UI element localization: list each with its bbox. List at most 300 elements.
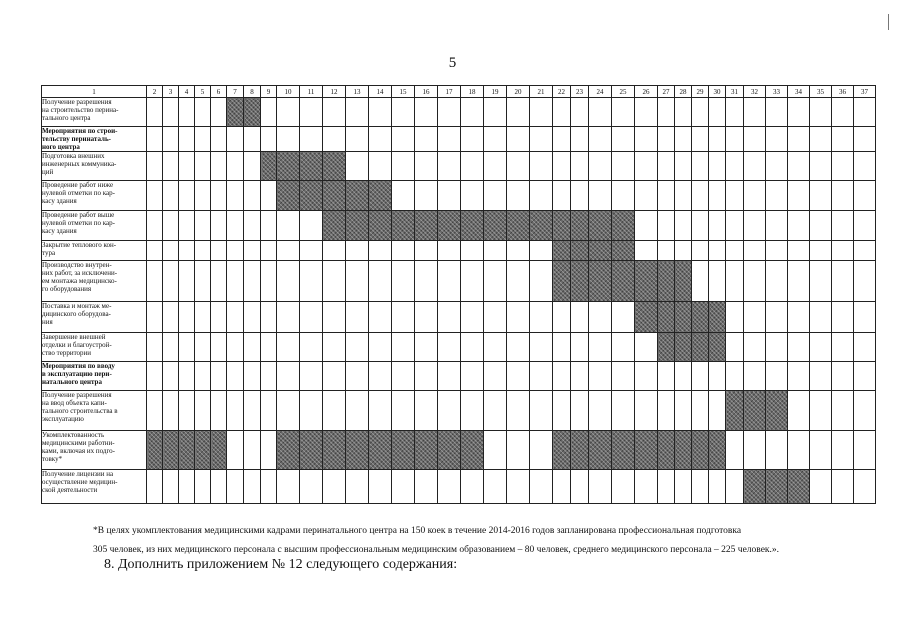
schedule-filled-cell bbox=[612, 241, 635, 261]
schedule-cell bbox=[227, 152, 244, 181]
schedule-cell bbox=[300, 391, 323, 431]
schedule-cell bbox=[261, 470, 277, 504]
schedule-cell bbox=[788, 362, 810, 391]
schedule-cell bbox=[211, 152, 227, 181]
schedule-cell bbox=[323, 333, 346, 362]
task-label: Поставка и монтаж ме- дицинского оборудова- ния bbox=[42, 302, 147, 333]
schedule-cell bbox=[810, 302, 832, 333]
schedule-cell bbox=[507, 127, 530, 152]
schedule-cell bbox=[163, 181, 179, 211]
schedule-cell bbox=[179, 98, 195, 127]
schedule-cell bbox=[147, 241, 163, 261]
schedule-filled-cell bbox=[675, 431, 692, 470]
schedule-cell bbox=[346, 391, 369, 431]
schedule-cell bbox=[571, 470, 589, 504]
schedule-cell bbox=[692, 470, 709, 504]
schedule-cell bbox=[635, 98, 658, 127]
schedule-filled-cell bbox=[323, 431, 346, 470]
schedule-cell bbox=[484, 470, 507, 504]
schedule-filled-cell bbox=[612, 261, 635, 302]
schedule-cell bbox=[211, 211, 227, 241]
schedule-cell bbox=[766, 302, 788, 333]
schedule-cell bbox=[571, 391, 589, 431]
task-label: Получение разрешения на строительство перина- тального центра bbox=[42, 98, 147, 127]
schedule-cell bbox=[766, 333, 788, 362]
schedule-cell bbox=[530, 181, 553, 211]
schedule-cell bbox=[744, 152, 766, 181]
schedule-cell bbox=[346, 470, 369, 504]
schedule-cell bbox=[675, 211, 692, 241]
schedule-filled-cell bbox=[744, 470, 766, 504]
schedule-cell bbox=[277, 302, 300, 333]
schedule-filled-cell bbox=[484, 211, 507, 241]
schedule-cell bbox=[788, 261, 810, 302]
schedule-cell bbox=[244, 470, 261, 504]
schedule-cell bbox=[211, 302, 227, 333]
task-label: Получение лицензии на осуществление медицин- ской деятельности bbox=[42, 470, 147, 504]
schedule-cell bbox=[415, 333, 438, 362]
schedule-cell bbox=[766, 211, 788, 241]
schedule-cell bbox=[726, 211, 744, 241]
schedule-cell bbox=[277, 362, 300, 391]
schedule-cell bbox=[179, 241, 195, 261]
schedule-cell bbox=[810, 333, 832, 362]
schedule-cell bbox=[369, 127, 392, 152]
schedule-cell bbox=[692, 181, 709, 211]
schedule-filled-cell bbox=[571, 431, 589, 470]
schedule-cell bbox=[709, 127, 726, 152]
schedule-cell bbox=[195, 302, 211, 333]
schedule-cell bbox=[507, 470, 530, 504]
schedule-cell bbox=[461, 127, 484, 152]
schedule-cell bbox=[195, 470, 211, 504]
schedule-cell bbox=[788, 333, 810, 362]
schedule-cell bbox=[461, 391, 484, 431]
schedule-cell bbox=[147, 98, 163, 127]
schedule-cell bbox=[553, 470, 571, 504]
schedule-filled-cell bbox=[553, 241, 571, 261]
schedule-cell bbox=[392, 241, 415, 261]
schedule-cell bbox=[810, 470, 832, 504]
schedule-cell bbox=[810, 152, 832, 181]
schedule-cell bbox=[530, 302, 553, 333]
schedule-cell bbox=[658, 241, 675, 261]
schedule-cell bbox=[658, 362, 675, 391]
schedule-cell bbox=[300, 98, 323, 127]
schedule-cell bbox=[415, 98, 438, 127]
header-column-10: 10 bbox=[277, 86, 300, 98]
schedule-cell bbox=[179, 302, 195, 333]
schedule-filled-cell bbox=[415, 431, 438, 470]
schedule-cell bbox=[612, 127, 635, 152]
schedule-cell bbox=[163, 127, 179, 152]
section-title: Мероприятия по вводу в эксплуатацию пери- натального центра bbox=[42, 362, 147, 391]
schedule-cell bbox=[507, 302, 530, 333]
schedule-cell bbox=[709, 211, 726, 241]
schedule-cell bbox=[227, 362, 244, 391]
schedule-cell bbox=[484, 127, 507, 152]
schedule-cell bbox=[854, 362, 876, 391]
schedule-cell bbox=[788, 152, 810, 181]
schedule-filled-cell bbox=[369, 181, 392, 211]
schedule-cell bbox=[589, 152, 612, 181]
schedule-cell bbox=[300, 127, 323, 152]
schedule-cell bbox=[635, 127, 658, 152]
schedule-cell bbox=[163, 241, 179, 261]
header-column-16: 16 bbox=[415, 86, 438, 98]
schedule-cell bbox=[323, 241, 346, 261]
schedule-filled-cell bbox=[323, 181, 346, 211]
header-column-22: 22 bbox=[553, 86, 571, 98]
schedule-filled-cell bbox=[692, 333, 709, 362]
schedule-cell bbox=[692, 98, 709, 127]
schedule-cell bbox=[211, 391, 227, 431]
schedule-cell bbox=[571, 127, 589, 152]
table-row bbox=[42, 391, 876, 431]
schedule-cell bbox=[612, 362, 635, 391]
schedule-cell bbox=[692, 362, 709, 391]
schedule-cell bbox=[530, 152, 553, 181]
schedule-cell bbox=[163, 302, 179, 333]
schedule-cell bbox=[612, 333, 635, 362]
schedule-filled-cell bbox=[612, 211, 635, 241]
schedule-cell bbox=[415, 127, 438, 152]
schedule-cell bbox=[507, 431, 530, 470]
schedule-cell bbox=[163, 333, 179, 362]
schedule-cell bbox=[832, 152, 854, 181]
task-label: Укомплектованность медицинскими работни- ками, включая их подго- товку* bbox=[42, 431, 147, 470]
schedule-cell bbox=[571, 302, 589, 333]
schedule-cell bbox=[553, 333, 571, 362]
schedule-cell bbox=[766, 127, 788, 152]
schedule-cell bbox=[392, 261, 415, 302]
schedule-cell bbox=[369, 333, 392, 362]
schedule-cell bbox=[571, 152, 589, 181]
schedule-cell bbox=[709, 261, 726, 302]
schedule-cell bbox=[612, 391, 635, 431]
schedule-cell bbox=[147, 211, 163, 241]
schedule-cell bbox=[369, 391, 392, 431]
header-column-34: 34 bbox=[788, 86, 810, 98]
schedule-cell bbox=[227, 391, 244, 431]
schedule-cell bbox=[589, 362, 612, 391]
schedule-cell bbox=[277, 211, 300, 241]
schedule-cell bbox=[244, 431, 261, 470]
schedule-filled-cell bbox=[766, 391, 788, 431]
schedule-cell bbox=[709, 241, 726, 261]
schedule-cell bbox=[300, 470, 323, 504]
header-column-12: 12 bbox=[323, 86, 346, 98]
schedule-cell bbox=[227, 211, 244, 241]
page-edge-mark bbox=[888, 14, 889, 30]
schedule-cell bbox=[726, 98, 744, 127]
schedule-filled-cell bbox=[179, 431, 195, 470]
schedule-cell bbox=[211, 261, 227, 302]
header-column-11: 11 bbox=[300, 86, 323, 98]
schedule-filled-cell bbox=[507, 211, 530, 241]
schedule-cell bbox=[744, 241, 766, 261]
table-row bbox=[42, 211, 876, 241]
schedule-cell bbox=[810, 241, 832, 261]
schedule-cell bbox=[323, 362, 346, 391]
schedule-cell bbox=[530, 127, 553, 152]
schedule-cell bbox=[810, 211, 832, 241]
schedule-cell bbox=[832, 261, 854, 302]
schedule-cell bbox=[832, 391, 854, 431]
schedule-cell bbox=[553, 181, 571, 211]
schedule-cell bbox=[415, 391, 438, 431]
schedule-cell bbox=[179, 333, 195, 362]
schedule-cell bbox=[227, 261, 244, 302]
schedule-cell bbox=[244, 127, 261, 152]
schedule-filled-cell bbox=[244, 98, 261, 127]
schedule-cell bbox=[461, 362, 484, 391]
schedule-cell bbox=[832, 302, 854, 333]
schedule-filled-cell bbox=[415, 211, 438, 241]
schedule-cell bbox=[507, 241, 530, 261]
schedule-cell bbox=[658, 391, 675, 431]
schedule-filled-cell bbox=[766, 470, 788, 504]
schedule-cell bbox=[211, 362, 227, 391]
schedule-cell bbox=[323, 302, 346, 333]
schedule-cell bbox=[692, 241, 709, 261]
schedule-cell bbox=[832, 431, 854, 470]
schedule-filled-cell bbox=[658, 302, 675, 333]
schedule-filled-cell bbox=[277, 181, 300, 211]
schedule-cell bbox=[147, 391, 163, 431]
schedule-cell bbox=[438, 241, 461, 261]
header-column-7: 7 bbox=[227, 86, 244, 98]
schedule-cell bbox=[832, 98, 854, 127]
schedule-cell bbox=[369, 302, 392, 333]
schedule-cell bbox=[589, 181, 612, 211]
schedule-table bbox=[41, 85, 876, 504]
schedule-cell bbox=[635, 470, 658, 504]
schedule-cell bbox=[261, 181, 277, 211]
schedule-filled-cell bbox=[195, 431, 211, 470]
schedule-cell bbox=[658, 127, 675, 152]
schedule-cell bbox=[571, 98, 589, 127]
schedule-filled-cell bbox=[211, 431, 227, 470]
schedule-cell bbox=[415, 152, 438, 181]
schedule-cell bbox=[635, 211, 658, 241]
schedule-cell bbox=[179, 181, 195, 211]
schedule-cell bbox=[461, 181, 484, 211]
schedule-cell bbox=[692, 391, 709, 431]
schedule-cell bbox=[507, 391, 530, 431]
schedule-cell bbox=[484, 261, 507, 302]
schedule-cell bbox=[744, 181, 766, 211]
task-label: Получение разрешения на ввод объекта капи- тального строительства в эксплуатацию bbox=[42, 391, 147, 431]
schedule-cell bbox=[788, 98, 810, 127]
schedule-cell bbox=[163, 261, 179, 302]
schedule-cell bbox=[692, 211, 709, 241]
schedule-cell bbox=[227, 127, 244, 152]
header-column-30: 30 bbox=[709, 86, 726, 98]
header-column-27: 27 bbox=[658, 86, 675, 98]
schedule-cell bbox=[530, 261, 553, 302]
schedule-cell bbox=[788, 241, 810, 261]
schedule-filled-cell bbox=[692, 302, 709, 333]
header-column-17: 17 bbox=[438, 86, 461, 98]
schedule-cell bbox=[369, 241, 392, 261]
table-row bbox=[42, 181, 876, 211]
schedule-filled-cell bbox=[658, 333, 675, 362]
schedule-cell bbox=[507, 362, 530, 391]
task-label: Проведение работ выше нулевой отметки по кар- касу здания bbox=[42, 211, 147, 241]
schedule-cell bbox=[553, 391, 571, 431]
schedule-cell bbox=[195, 152, 211, 181]
schedule-cell bbox=[726, 470, 744, 504]
schedule-cell bbox=[392, 98, 415, 127]
schedule-cell bbox=[635, 362, 658, 391]
schedule-cell bbox=[369, 98, 392, 127]
schedule-cell bbox=[810, 127, 832, 152]
schedule-filled-cell bbox=[277, 152, 300, 181]
task-label: Подготовка внешних инженерных коммуника- ций bbox=[42, 152, 147, 181]
schedule-cell bbox=[179, 391, 195, 431]
schedule-cell bbox=[392, 181, 415, 211]
schedule-filled-cell bbox=[709, 302, 726, 333]
schedule-cell bbox=[658, 98, 675, 127]
schedule-cell bbox=[766, 152, 788, 181]
schedule-cell bbox=[635, 333, 658, 362]
schedule-cell bbox=[300, 302, 323, 333]
schedule-cell bbox=[227, 431, 244, 470]
schedule-cell bbox=[832, 241, 854, 261]
schedule-cell bbox=[589, 333, 612, 362]
schedule-cell bbox=[726, 127, 744, 152]
schedule-cell bbox=[244, 211, 261, 241]
header-column-18: 18 bbox=[461, 86, 484, 98]
schedule-cell bbox=[589, 127, 612, 152]
schedule-cell bbox=[692, 261, 709, 302]
schedule-filled-cell bbox=[635, 302, 658, 333]
schedule-filled-cell bbox=[744, 391, 766, 431]
footnote: *В целях укомплектования медицинскими кадрами перинатального центра на 150 коек в течение 2014-2016 годов запланирована профессиональная подготовка 305 человек, из них медицинского персонала с высшим профессиональным медицинским образованием – 80 человек, среднего медицинского персонала – 225 человек.». bbox=[93, 526, 780, 555]
schedule-cell bbox=[392, 152, 415, 181]
schedule-cell bbox=[346, 152, 369, 181]
schedule-cell bbox=[744, 98, 766, 127]
schedule-cell bbox=[675, 127, 692, 152]
section-row bbox=[42, 127, 876, 152]
schedule-cell bbox=[163, 152, 179, 181]
schedule-cell bbox=[461, 152, 484, 181]
schedule-cell bbox=[211, 333, 227, 362]
schedule-cell bbox=[179, 470, 195, 504]
schedule-filled-cell bbox=[261, 152, 277, 181]
schedule-cell bbox=[744, 362, 766, 391]
schedule-cell bbox=[766, 181, 788, 211]
schedule-filled-cell bbox=[323, 152, 346, 181]
schedule-filled-cell bbox=[692, 431, 709, 470]
schedule-filled-cell bbox=[323, 211, 346, 241]
schedule-cell bbox=[612, 98, 635, 127]
schedule-cell bbox=[484, 181, 507, 211]
schedule-cell bbox=[147, 302, 163, 333]
schedule-filled-cell bbox=[709, 431, 726, 470]
schedule-cell bbox=[392, 333, 415, 362]
schedule-cell bbox=[438, 391, 461, 431]
schedule-cell bbox=[675, 470, 692, 504]
schedule-cell bbox=[438, 470, 461, 504]
schedule-cell bbox=[277, 261, 300, 302]
schedule-cell bbox=[438, 333, 461, 362]
schedule-filled-cell bbox=[277, 431, 300, 470]
schedule-cell bbox=[461, 302, 484, 333]
schedule-cell bbox=[530, 470, 553, 504]
schedule-cell bbox=[692, 152, 709, 181]
schedule-cell bbox=[788, 181, 810, 211]
schedule-cell bbox=[854, 261, 876, 302]
schedule-cell bbox=[461, 261, 484, 302]
schedule-cell bbox=[261, 391, 277, 431]
schedule-cell bbox=[392, 391, 415, 431]
schedule-cell bbox=[726, 431, 744, 470]
schedule-cell bbox=[553, 362, 571, 391]
schedule-cell bbox=[854, 241, 876, 261]
schedule-cell bbox=[553, 127, 571, 152]
schedule-filled-cell bbox=[438, 431, 461, 470]
header-column-4: 4 bbox=[179, 86, 195, 98]
schedule-cell bbox=[589, 470, 612, 504]
header-column-26: 26 bbox=[635, 86, 658, 98]
schedule-cell bbox=[612, 302, 635, 333]
schedule-cell bbox=[227, 241, 244, 261]
schedule-cell bbox=[261, 241, 277, 261]
schedule-cell bbox=[179, 211, 195, 241]
schedule-cell bbox=[744, 431, 766, 470]
schedule-cell bbox=[658, 211, 675, 241]
schedule-cell bbox=[179, 152, 195, 181]
schedule-cell bbox=[832, 211, 854, 241]
table-row bbox=[42, 470, 876, 504]
schedule-cell bbox=[147, 181, 163, 211]
schedule-cell bbox=[244, 333, 261, 362]
schedule-cell bbox=[484, 152, 507, 181]
schedule-cell bbox=[195, 98, 211, 127]
schedule-cell bbox=[244, 181, 261, 211]
header-column-15: 15 bbox=[392, 86, 415, 98]
schedule-filled-cell bbox=[709, 333, 726, 362]
schedule-cell bbox=[277, 391, 300, 431]
schedule-filled-cell bbox=[369, 431, 392, 470]
schedule-cell bbox=[300, 211, 323, 241]
schedule-filled-cell bbox=[589, 261, 612, 302]
schedule-filled-cell bbox=[346, 211, 369, 241]
schedule-cell bbox=[461, 98, 484, 127]
schedule-cell bbox=[415, 261, 438, 302]
schedule-cell bbox=[392, 470, 415, 504]
schedule-cell bbox=[709, 470, 726, 504]
schedule-cell bbox=[438, 261, 461, 302]
schedule-cell bbox=[244, 261, 261, 302]
schedule-cell bbox=[726, 241, 744, 261]
schedule-cell bbox=[854, 431, 876, 470]
schedule-cell bbox=[261, 362, 277, 391]
schedule-cell bbox=[744, 302, 766, 333]
schedule-cell bbox=[346, 241, 369, 261]
schedule-filled-cell bbox=[461, 211, 484, 241]
schedule-cell bbox=[369, 261, 392, 302]
schedule-cell bbox=[163, 470, 179, 504]
schedule-cell bbox=[571, 181, 589, 211]
schedule-cell bbox=[709, 362, 726, 391]
schedule-filled-cell bbox=[392, 211, 415, 241]
schedule-cell bbox=[147, 470, 163, 504]
table-row bbox=[42, 333, 876, 362]
task-label: Завершение внешней отделки и благоустрой- ство территории bbox=[42, 333, 147, 362]
